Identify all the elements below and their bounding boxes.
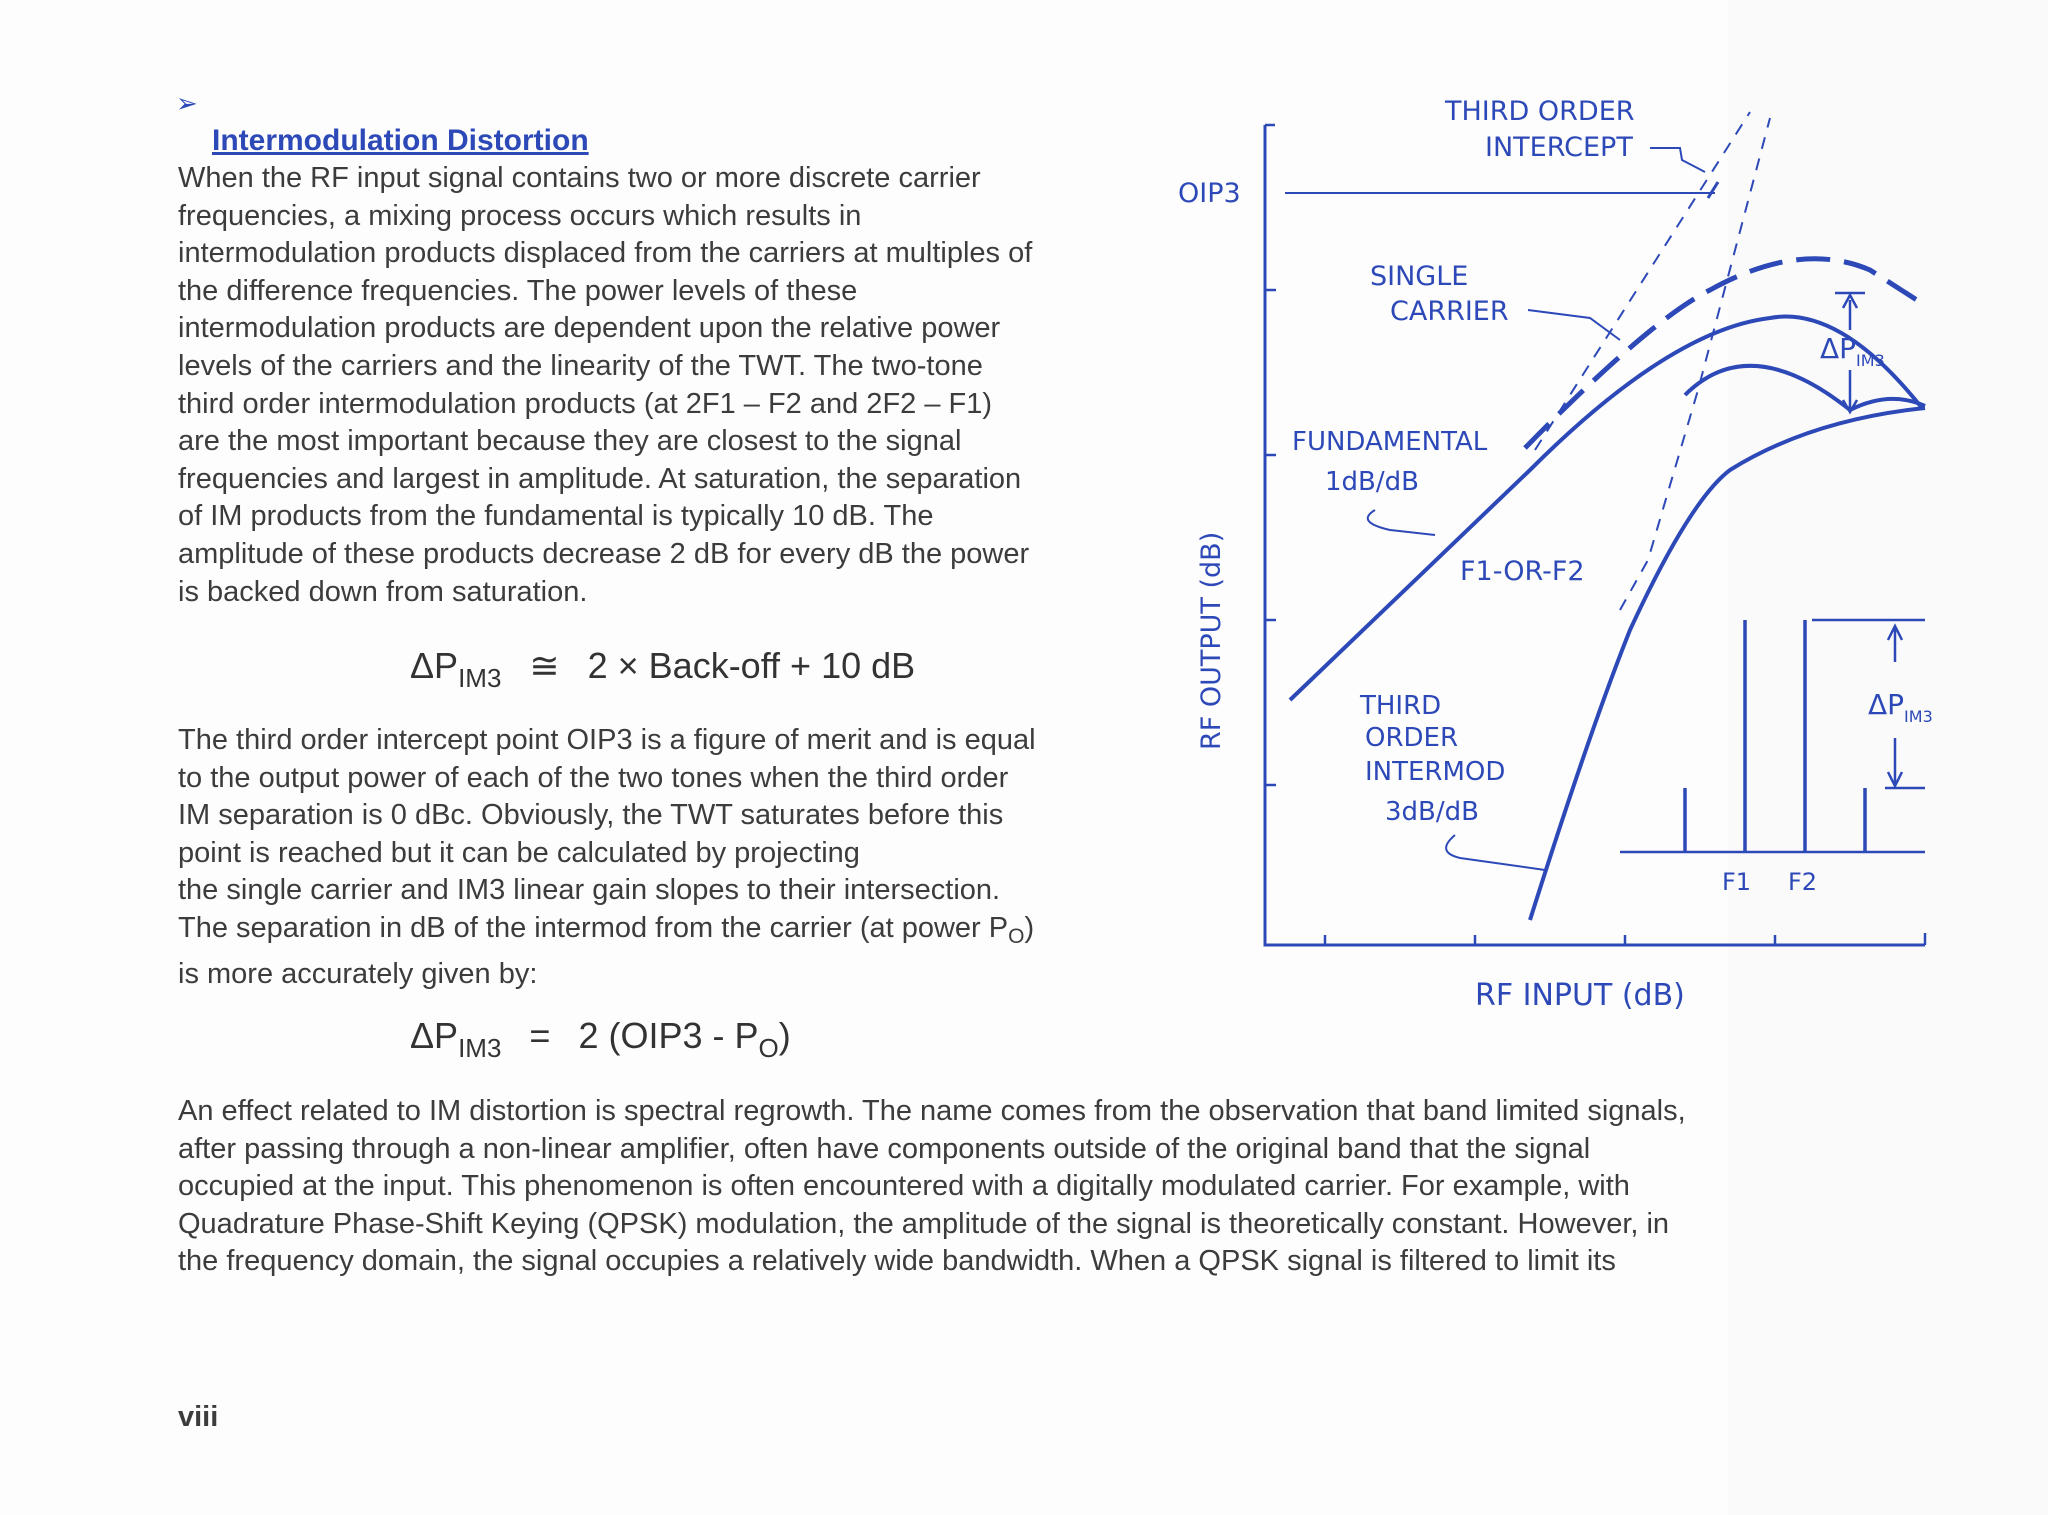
text-line-with-subscript: The separation in dB of the intermod from the carrier (at power $P_O$): [178, 911, 1035, 948]
text-line: IM separation is 0 dBc. Obviously, the TWT saturates before this: [178, 799, 1004, 832]
intermod-diagram-svg: [1150, 90, 1950, 1030]
formula-operator: ≅: [529, 645, 560, 686]
f1-label: F1: [1722, 868, 1752, 896]
text-line: amplitude of these products decrease 2 dB for every dB the power: [178, 537, 1030, 570]
y-axis-ticks: [1265, 290, 1276, 785]
text-line: When the RF input signal contains two or more discrete carrier: [178, 162, 981, 194]
oip3-label: OIP3: [1178, 178, 1241, 209]
text-line: is more accurately given by:: [178, 957, 538, 990]
fundamental-curve: [1290, 317, 1922, 700]
intercept-label-line2: INTERCEPT: [1485, 132, 1633, 163]
third-order-intermod-label-line2: ORDER: [1365, 723, 1459, 753]
formula-lhs-subscript: IM3: [458, 1033, 502, 1063]
text-line: intermodulation products displaced from the carriers at multiples of: [178, 237, 1033, 270]
text-line: is backed down from saturation.: [178, 575, 588, 608]
intermod-diagram: [1150, 90, 1950, 1030]
x-axis-ticks: [1325, 933, 1925, 945]
formula-lhs: ΔP: [410, 1015, 459, 1056]
text-line: of IM products from the fundamental is typically 10 dB. The: [178, 500, 934, 533]
text-line: third order intermodulation products (at 2F1 – F2 and 2F2 – F1): [178, 387, 993, 420]
paragraph-spectral-regrowth: [178, 1093, 1798, 1281]
formula-oip3: $\Delta P_{IM3} = 2$ $(OIP3 - P_O)$: [410, 1015, 791, 1063]
text-line: are the most important because they are closest to the signal: [178, 425, 962, 458]
single-carrier-pointer: [1528, 310, 1620, 340]
section-heading[interactable]: Intermodulation Distortion: [212, 124, 589, 157]
text-line: after passing through a non-linear amplifier, often have components outside of the original band that the signal: [178, 1132, 1591, 1165]
intermod-pointer: [1446, 835, 1545, 870]
fundamental-label-line2: 1dB/dB: [1325, 467, 1419, 497]
paragraph-oip3: [178, 722, 1123, 993]
intercept-point-marker: [1708, 182, 1718, 198]
fundamental-label-line1: FUNDAMENTAL: [1292, 427, 1488, 457]
text-line: The third order intercept point OIP3 is a figure of merit and is equal: [178, 724, 1036, 756]
text-line: intermodulation products are dependent upon the relative power: [178, 312, 1001, 345]
text-line: frequencies, a mixing process occurs which results in: [178, 199, 862, 232]
text-line: frequencies and largest in amplitude. At saturation, the separation: [178, 462, 1022, 495]
text-line: the difference frequencies. The power levels of these: [178, 274, 858, 307]
formula-rhs-subscript: O: [758, 1033, 779, 1063]
y-axis-label: RF OUTPUT (dB): [1196, 531, 1227, 750]
f2-label: F2: [1788, 868, 1818, 896]
text-line: An effect related to IM distortion is spectral regrowth. The name comes from the observation that band limited signals,: [178, 1095, 1686, 1127]
formula-lhs-subscript: IM3: [458, 663, 502, 693]
x-axis-label: RF INPUT (dB): [1475, 978, 1685, 1013]
formula-rhs: 2 (OIP3 - P: [578, 1015, 759, 1056]
text-line: to the output power of each of the two tones when the third order: [178, 761, 1009, 794]
fundamental-pointer: [1368, 510, 1435, 535]
paragraph-intermod-intro: [178, 160, 1123, 611]
text-line: the frequency domain, the signal occupies a relatively wide bandwidth. When a QPSK signal is filtered to limit its: [178, 1245, 1616, 1278]
intercept-pointer: [1650, 148, 1705, 172]
text-line: point is reached but it can be calculated by projecting: [178, 836, 860, 869]
third-order-intermod-label-line3: INTERMOD: [1365, 757, 1506, 787]
intercept-label-line1: THIRD ORDER: [1445, 96, 1635, 127]
bullet-arrow: ➢: [176, 88, 198, 118]
formula-rhs: 2 × Back-off + 10 dB: [587, 645, 916, 686]
third-order-intermod-label-line4: 3dB/dB: [1385, 797, 1479, 827]
page-number: viii: [178, 1401, 219, 1433]
text-line: occupied at the input. This phenomenon is often encountered with a digitally modulated carrier. For example, with: [178, 1170, 1630, 1203]
delta-p-label-inset: $\Delta P_{IM3}$: [1868, 688, 1933, 726]
text-line: levels of the carriers and the linearity of the TWT. The two-tone: [178, 349, 983, 382]
third-order-intermod-label-line1: THIRD: [1360, 691, 1442, 721]
text-line: Quadrature Phase-Shift Keying (QPSK) modulation, the amplitude of the signal is theoretically constant. However, in: [178, 1207, 1670, 1240]
text-line: the single carrier and IM3 linear gain slopes to their intersection.: [178, 874, 1001, 907]
delta-p-label-upper: $\Delta P_{IM3}$: [1820, 332, 1885, 370]
y-axis: [1265, 125, 1925, 945]
formula-lhs: ΔP: [410, 645, 459, 686]
single-carrier-label-line2: CARRIER: [1390, 296, 1509, 327]
formula-backoff: [410, 645, 915, 694]
f1-or-f2-label: F1-OR-F2: [1460, 556, 1585, 587]
formula-operator: =: [529, 1015, 551, 1056]
single-carrier-label-line1: SINGLE: [1370, 261, 1469, 292]
